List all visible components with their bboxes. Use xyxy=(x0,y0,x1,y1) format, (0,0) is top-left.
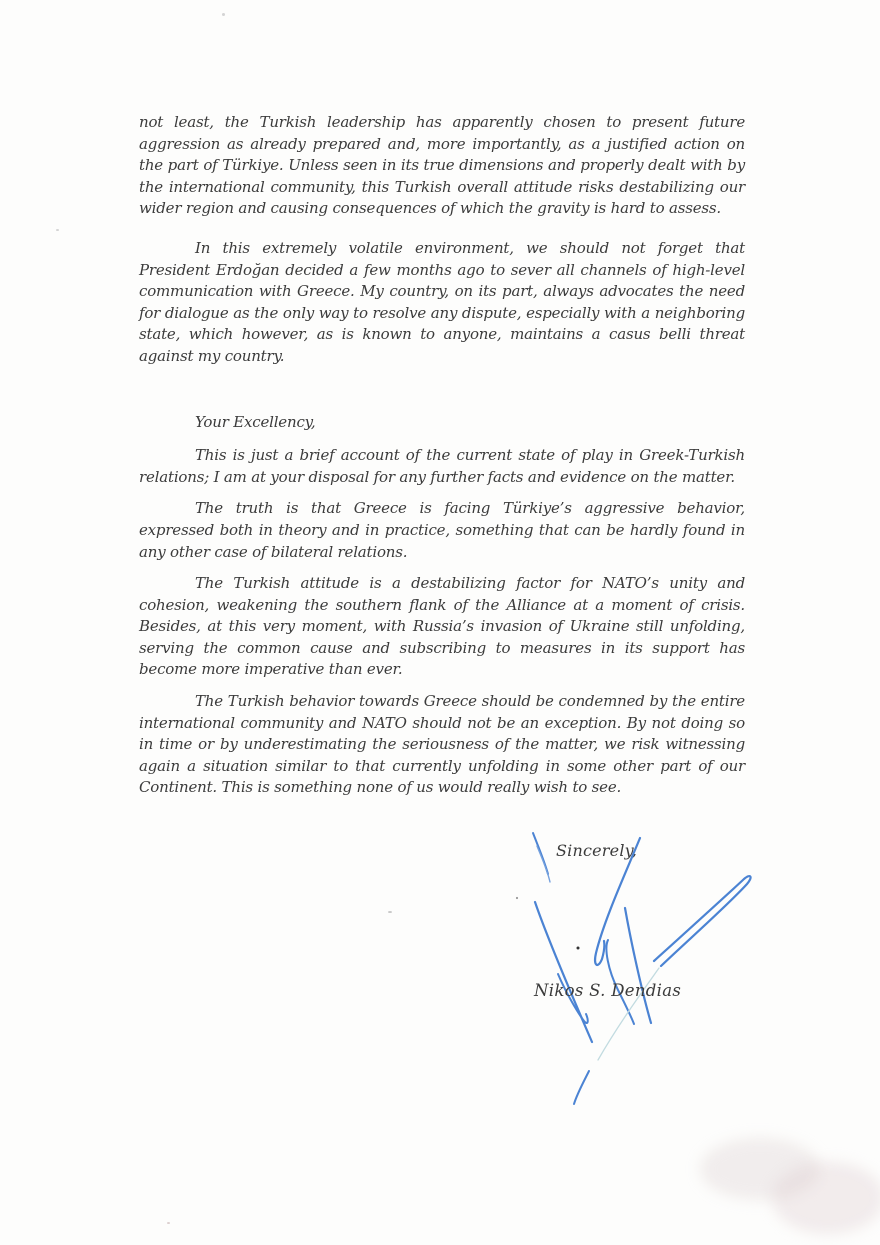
letter-paragraph: The Turkish behavior towards Greece should be condemned by the entire international community and NATO should not be an exception. By not doing so in time or by underestimating the seriousness of the matter, we risk witnessing again a situation similar to that currently unfolding in some other part of our Continent. This is something none of us would really wish to see. xyxy=(139,692,745,797)
letter-paragraph: In this extremely volatile environment, we should not forget that President Erdoğan decided a few months ago to sever all channels of high-level communication with Greece. My country, on its part, always advocates the need for dialogue as the only way to resolve any dispute, especially with a neighboring state, which however, as is known to anyone, maintains a casus belli threat against my country. xyxy=(139,238,745,365)
scan-speck xyxy=(56,229,59,231)
closing-line: Sincerely, xyxy=(556,841,638,860)
letter-paragraph-continuation: not least, the Turkish leadership has apparently chosen to present future aggression as already prepared and, more importantly, as a justified action on the part of Türkiye. Unless seen in its true dimensions and properly dealt with by the international community, this Turkish overall attitude risks destabilizing our wider region and causing consequences of which the gravity is hard to assess. xyxy=(139,113,745,218)
signer-name: Nikos S. Dendias xyxy=(534,981,682,1000)
scan-smudge xyxy=(772,1162,880,1234)
scan-speck xyxy=(222,13,225,16)
salutation-line: Your Excellency, xyxy=(195,412,316,431)
letter-paragraph: The Turkish attitude is a destabilizing factor for NATO’s unity and cohesion, weakening the southern flank of the Alliance at a moment of crisis. Besides, at this very moment, with Russia’s invasion of Ukraine still unfolding, serving the common cause and subscribing to measures in its support has become more imperative than ever. xyxy=(139,574,745,679)
scan-speck xyxy=(388,911,392,913)
letter-paragraph: This is just a brief account of the current state of play in Greek-Turkish relations; I am at your disposal for any further facts and evidence on the matter. xyxy=(139,446,745,486)
letter-paragraph: The truth is that Greece is facing Türkiye’s aggressive behavior, expressed both in theory and in practice, something that can be hardly found in any other case of bilateral relations. xyxy=(139,499,745,561)
scan-speck xyxy=(167,1222,170,1224)
signature-ink xyxy=(490,820,790,1120)
letter-body xyxy=(139,112,745,799)
